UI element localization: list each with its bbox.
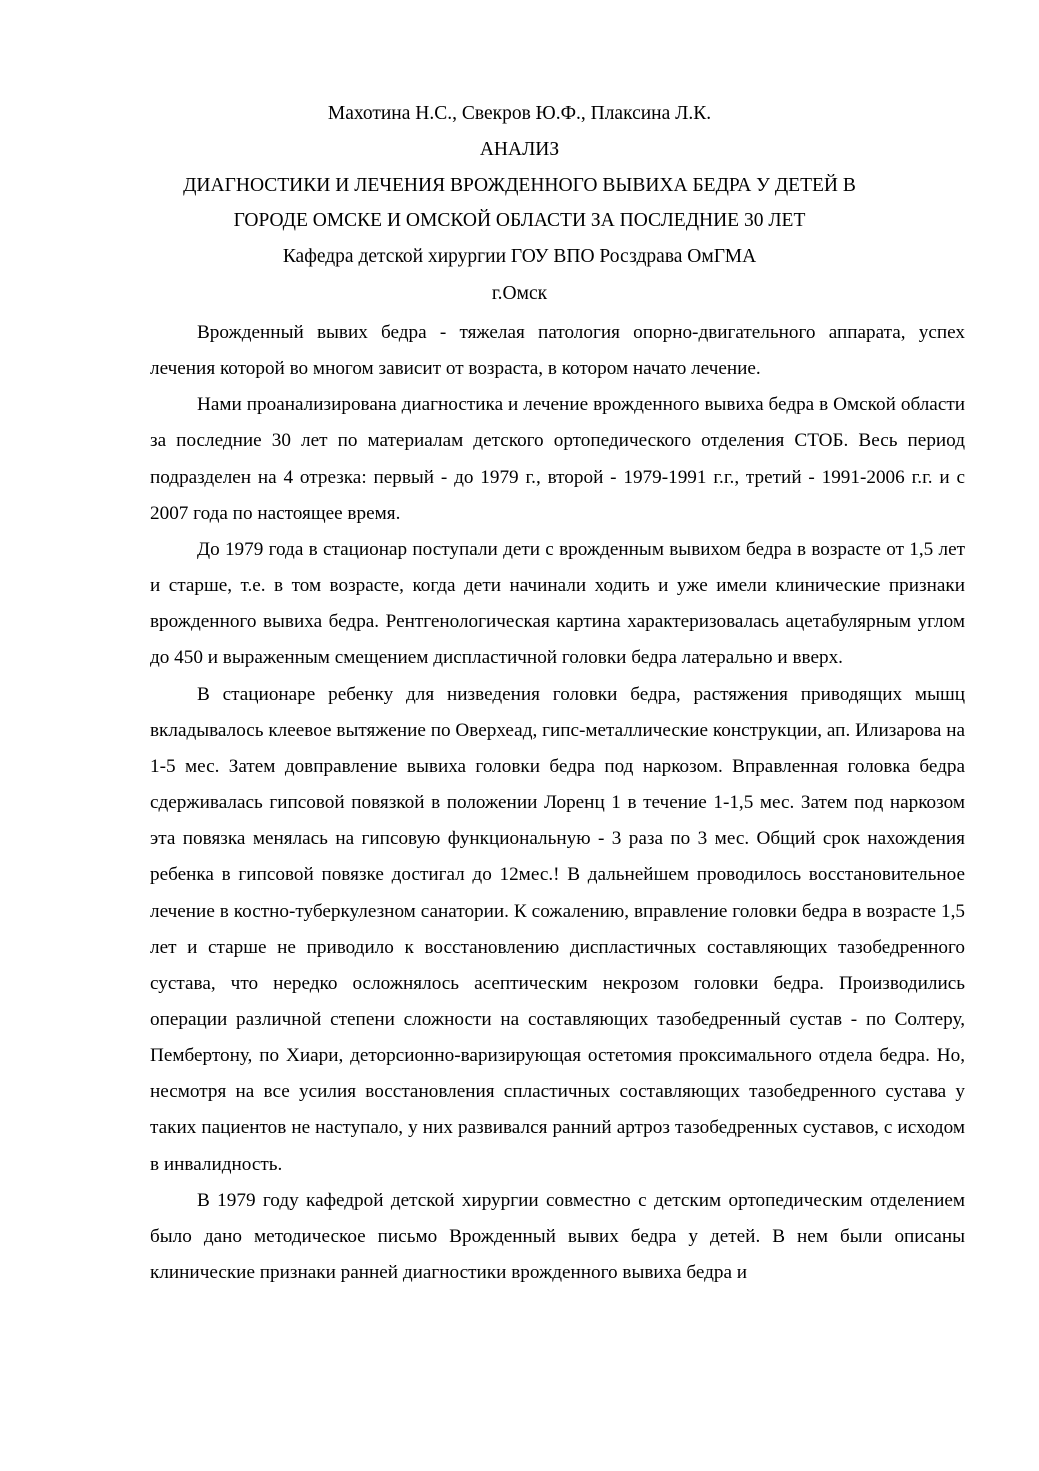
body-text bbox=[150, 315, 965, 1291]
paragraph-3: До 1979 года в стационар поступали дети с врожденным вывихом бедра в возрасте от 1,5 лет и старше, т.е. в том возрасте, когда дети начинали ходить и уже имели клинические признаки врожденного вывиха бедра. Рентгенологическая картина характеризовалась ацетабулярным углом до 450 и выраженным смещением диспластичной головки бедра латерально и вверх. bbox=[150, 538, 965, 669]
title-line-1: АНАЛИЗ bbox=[479, 139, 560, 160]
title-line-3: ГОРОДЕ ОМСКЕ И ОМСКОЙ ОБЛАСТИ ЗА ПОСЛЕДНИЕ 30 ЛЕТ bbox=[233, 210, 806, 231]
paragraph-1: Врожденный вывих бедра - тяжелая патология опорно-двигательного аппарата, успех лечения которой во многом зависит от возраста, в котором начато лечение. bbox=[150, 322, 965, 380]
paragraph-4: В стационаре ребенку для низведения головки бедра, растяжения приводящих мышц вкладывалось клеевое вытяжение по Оверхеад, гипс-металлические конструкции, ап. Илизарова на 1-5 мес. Затем довправление вывиха головки бедра под наркозом. Вправленная головка бедра сдерживалась гипсовой повязкой в положении Лоренц 1 в течение 1-1,5 мес. Затем под наркозом эта повязка менялась на гипсовую функциональную - 3 раза по 3 мес. Общий срок нахождения ребенка в гипсовой повязке достигал до 12мес.! В дальнейшем проводилось восстановительное лечение в костно-туберкулезном санатории. К сожалению, вправление головки бедра в возрасте 1,5 лет и старше не приводило к восстановлению диспластичных составляющих тазобедренного сустава, что нередко осложнялось асептическим некрозом головки бедра. Производились операции различной степени сложности на составляющих тазобедренный сустав - по Солтеру, Пембертону, по Хиари, деторсионно-варизирующая остетомия проксимального отдела бедра. Но, несмотря на все усилия восстановления спластичных составляющих тазобедренного сустава у таких пациентов не наступало, у них развивался ранний артроз тазобедренных суставов, с исходом в инвалидность. bbox=[150, 683, 965, 1175]
title-line-2: ДИАГНОСТИКИ И ЛЕЧЕНИЯ ВРОЖДЕННОГО ВЫВИХА БЕДРА У ДЕТЕЙ В bbox=[183, 175, 856, 196]
paragraph-5: В 1979 году кафедрой детской хирургии совместно с детским ортопедическим отделением было дано методическое письмо Врожденный вывих бедра у детей. В нем были описаны клинические признаки ранней диагностики врожденного вывиха бедра и bbox=[150, 1189, 965, 1284]
affiliation-line: Кафедра детской хирургии ГОУ ВПО Росздрава ОмГМА bbox=[282, 246, 757, 267]
paragraph-2: Нами проанализирована диагностика и лечение врожденного вывиха бедра в Омской области за последние 30 лет по материалам детского ортопедического отделения СТОБ. Весь период подразделен на 4 отрезка: первый - до 1979 г., второй - 1979-1991 г.г., третий - 1991-2006 г.г. и с 2007 года по настоящее время. bbox=[150, 394, 965, 524]
authors-line: Махотина Н.С., Свекров Ю.Ф., Плаксина Л.К. bbox=[327, 103, 712, 124]
city-line: г.Омск bbox=[491, 283, 548, 304]
